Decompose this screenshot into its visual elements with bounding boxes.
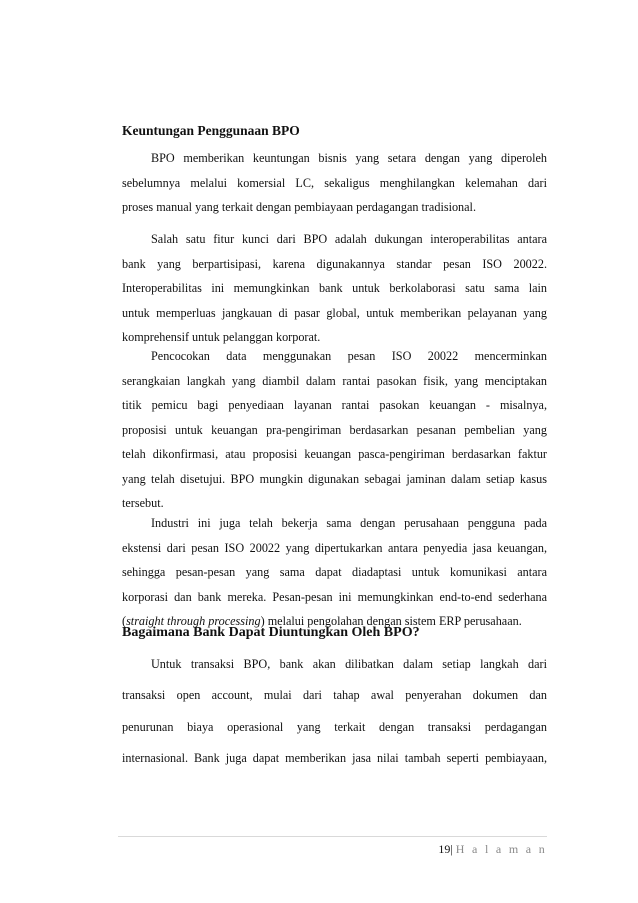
paragraph-line: transaksi open account, mulai dari tahap awal penyerahan dokumen dan bbox=[122, 688, 547, 703]
paragraph-line: telah dikonfirmasi, atau proposisi keuangan pasca-pengiriman berdasarkan faktur bbox=[122, 447, 547, 461]
paragraph-line: titik pemicu bagi penyediaan layanan rantai pasokan keuangan - misalnya, bbox=[122, 398, 547, 412]
paragraph-line: BPO memberikan keuntungan bisnis yang setara dengan yang diperoleh bbox=[151, 151, 547, 165]
paragraph-line: internasional. Bank juga dapat memberikan jasa nilai tambah seperti pembiayaan, bbox=[122, 750, 547, 765]
footer-divider bbox=[118, 836, 547, 837]
italic-term: straight through processing bbox=[126, 614, 261, 628]
paragraph-line: Untuk transaksi BPO, bank akan dilibatkan dalam setiap langkah dari bbox=[151, 657, 547, 671]
paragraph-line: proses manual yang terkait dengan pembiayaan perdagangan tradisional. bbox=[122, 200, 476, 214]
section-heading-bagaimana: Bagaimana Bank Dapat Diuntungkan Oleh BPO? bbox=[122, 625, 420, 640]
paragraph-1 bbox=[122, 146, 547, 220]
paragraph-line: sehingga pesan-pesan yang sama dapat diadaptasi untuk komunikasi antara bbox=[122, 565, 547, 579]
paragraph-line: korporasi dan bank mereka. Pesan-pesan ini memungkinkan end-to-end sederhana bbox=[122, 589, 547, 604]
paragraph-line: Interoperabilitas ini memungkinkan bank untuk berkolaborasi satu sama lain bbox=[122, 281, 547, 295]
paragraph-line: untuk memperluas jangkauan di pasar global, untuk memberikan pelayanan yang bbox=[122, 305, 547, 320]
paragraph-line: Pencocokan data menggunakan pesan ISO 20022 mencerminkan bbox=[151, 349, 547, 363]
page-footer bbox=[300, 842, 547, 857]
paragraph-3 bbox=[122, 344, 547, 516]
paragraph-line: bank yang berpartisipasi, karena digunakannya standar pesan ISO 20022. bbox=[122, 256, 547, 271]
paragraph-line: ekstensi dari pesan ISO 20022 yang dipertukarkan antara penyedia jasa keuangan, bbox=[122, 540, 547, 555]
footer-separator: | bbox=[450, 842, 453, 856]
paragraph-2 bbox=[122, 227, 547, 350]
paragraph-line: Salah satu fitur kunci dari BPO adalah dukungan interoperabilitas antara bbox=[151, 232, 547, 246]
paragraph-line: sebelumnya melalui komersial LC, sekaligus menghilangkan kelemahan dari bbox=[122, 175, 547, 190]
paragraph-line: proposisi untuk keuangan pra-pengiriman berdasarkan pesanan pembelian yang bbox=[122, 422, 547, 437]
paragraph-line: penurunan biaya operasional yang terkait dengan transaksi perdagangan bbox=[122, 719, 547, 734]
section-heading-keuntungan: Keuntungan Penggunaan BPO bbox=[122, 123, 300, 138]
page-number: 19 bbox=[438, 842, 451, 856]
paragraph-line: Industri ini juga telah bekerja sama dengan perusahaan pengguna pada bbox=[151, 516, 547, 530]
paren-open: ( bbox=[122, 614, 127, 628]
paragraph-4 bbox=[122, 511, 547, 634]
footer-label: H a l a m a n bbox=[455, 842, 547, 856]
paragraph-line: tersebut. bbox=[122, 496, 164, 510]
paragraph-line: komprehensif untuk pelanggan korporat. bbox=[122, 330, 321, 344]
paragraph-line: yang telah disetujui. BPO mungkin digunakan sebagai jaminan dalam setiap kasus bbox=[122, 471, 547, 486]
line-rest: ) melalui pengolahan dengan sistem ERP perusahaan. bbox=[260, 614, 522, 628]
paragraph-line: serangkaian langkah yang diambil dalam rantai pasokan fisik, yang menciptakan bbox=[122, 373, 547, 388]
paragraph-5 bbox=[122, 649, 547, 774]
